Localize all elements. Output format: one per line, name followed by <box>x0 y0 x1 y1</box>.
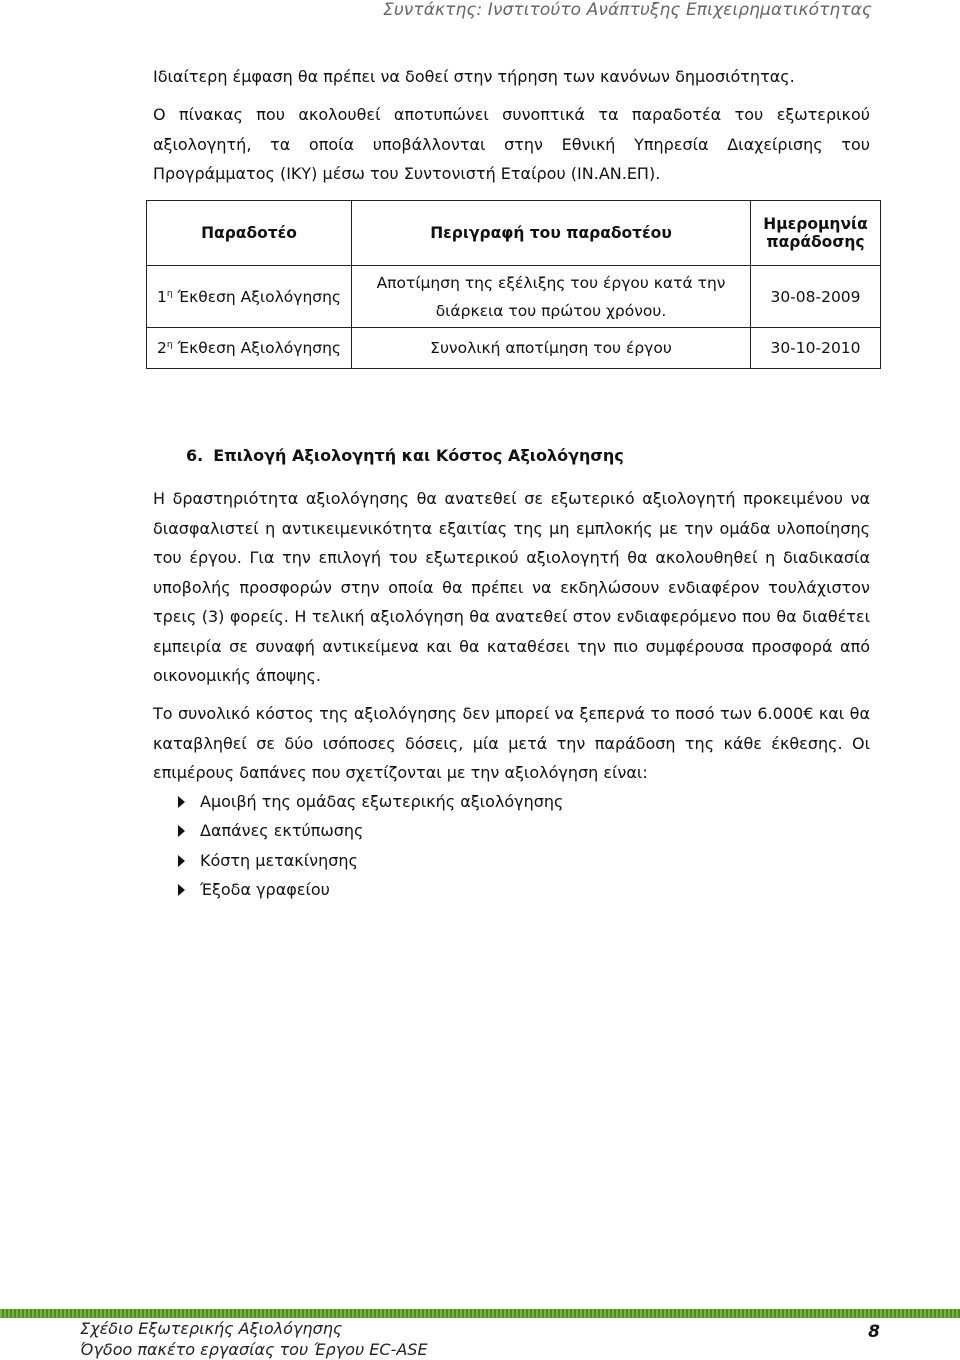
footer-line-2: Όγδοο πακέτο εργασίας του Έργου EC-ASE <box>80 1340 428 1359</box>
description-cell: Συνολική αποτίμηση του έργου <box>352 328 751 369</box>
cost-paragraph: Το συνολικό κόστος της αξιολόγησης δεν μπορεί να ξεπερνά το ποσό των 6.000€ και θα καταβληθεί σε δύο ισόποσες δόσεις, μία μετά την παράδοση της κάθε έκθεσης. Οι επιμέρους δαπάνες που σχετίζονται με την αξιολόγηση είναι: <box>153 704 870 782</box>
deliverable-cell: $1^\eta$ Έκθεση Αξιολόγησης <box>147 266 352 328</box>
date-cell: 30-10-2010 <box>751 328 881 369</box>
footer-text <box>80 1318 428 1360</box>
table-row <box>147 328 881 369</box>
list-item: Αμοιβή της ομάδας εξωτερικής αξιολόγησης <box>178 787 563 816</box>
description-cell: Αποτίμηση της εξέλιξης του έργου κατά την διάρκεια του πρώτου χρόνου. <box>352 266 751 328</box>
expense-list <box>178 787 563 905</box>
section-number: 6. <box>186 446 204 465</box>
footer-divider <box>0 1309 960 1318</box>
arrow-bullet-icon <box>178 796 185 808</box>
page-number: 8 <box>868 1322 880 1342</box>
list-item: Έξοδα γραφείου <box>178 875 563 904</box>
page-header: Συντάκτης: Ινστιτούτο Ανάπτυξης Επιχειρηματικότητας <box>383 0 872 20</box>
arrow-bullet-icon <box>178 825 185 837</box>
table-header-row <box>147 201 881 266</box>
section-title: Επιλογή Αξιολογητή και Κόστος Αξιολόγησης <box>213 446 624 465</box>
arrow-bullet-icon <box>178 855 185 867</box>
header-description: Περιγραφή του παραδοτέου <box>352 201 751 266</box>
section-heading <box>186 446 624 465</box>
table-row <box>147 266 881 328</box>
date-cell: 30-08-2009 <box>751 266 881 328</box>
table-intro-paragraph: Ο πίνακας που ακολουθεί αποτυπώνει συνοπτικά τα παραδοτέα του εξωτερικού αξιολογητή, τα οποία υποβάλλονται στην Εθνική Υπηρεσία Διαχείρισης του Προγράμματος (ΙΚΥ) μέσω του Συντονιστή Εταίρου (ΙΝ.ΑΝ.ΕΠ). <box>153 105 870 183</box>
header-delivery-date: Ημερομηνία παράδοσης <box>751 201 881 266</box>
footer-line-1: Σχέδιο Εξωτερικής Αξιολόγησης <box>80 1319 343 1338</box>
evaluator-selection-paragraph: Η δραστηριότητα αξιολόγησης θα ανατεθεί σε εξωτερικό αξιολογητή προκειμένου να διασφαλιστεί η αντικειμενικότητα εξαιτίας της μη εμπλοκής με την ομάδα υλοποίησης του έργου. Για την επιλογή του εξωτερικού αξιολογητή θα ακολουθηθεί η διαδικασία υποβολής προσφορών στην οποία θα πρέπει να εκδηλώσουν ενδιαφέρον τουλάχιστον τρεις (3) φορείς. Η τελική αξιολόγηση θα ανατεθεί στον ενδιαφερόμενο που θα διαθέτει εμπειρία σε συναφή αντικείμενα και θα καταθέσει την πιο συμφέρουσα προσφορά από οικονομικής άποψης. <box>153 489 870 685</box>
deliverable-cell: $2^\eta$ Έκθεση Αξιολόγησης <box>147 328 352 369</box>
deliverables-table <box>146 200 881 369</box>
emphasis-paragraph: Ιδιαίτερη έμφαση θα πρέπει να δοθεί στην τήρηση των κανόνων δημοσιότητας. <box>153 67 795 86</box>
list-item: Κόστη μετακίνησης <box>178 846 563 875</box>
header-deliverable: Παραδοτέο <box>147 201 352 266</box>
arrow-bullet-icon <box>178 884 185 896</box>
list-item: Δαπάνες εκτύπωσης <box>178 816 563 845</box>
